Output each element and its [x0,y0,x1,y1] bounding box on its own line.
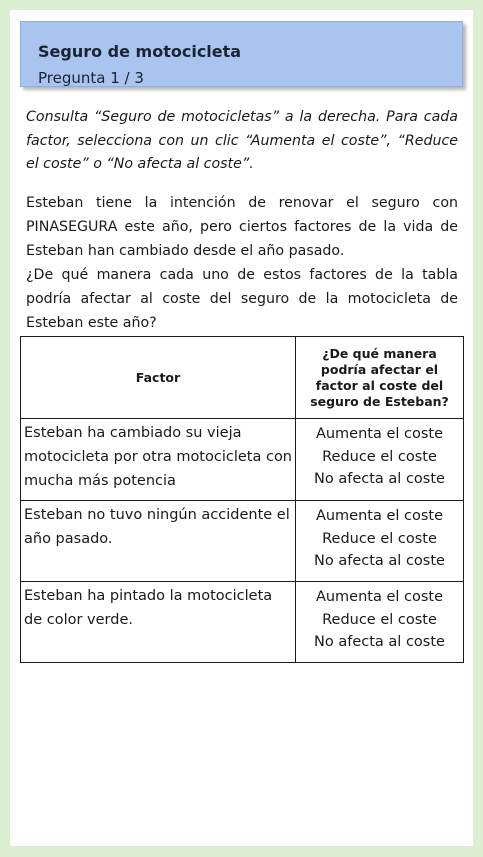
table-row [21,582,464,663]
factors-table [20,336,464,663]
question-counter: Pregunta 1 / 3 [38,69,144,87]
option-increase[interactable]: Aumenta el coste [315,589,444,605]
instruction-text: Consulta “Seguro de motocicletas” a la derecha. Para cada factor, selecciona con un clic “Aumenta el coste”, “Reduce el coste” o “No afecta al coste”. [26,109,458,173]
option-reduce[interactable]: Reduce el coste [322,611,437,628]
option-no-effect[interactable]: No afecta al coste [314,553,445,569]
question-header [20,21,463,87]
unit-title: Seguro de motocicleta [38,42,242,61]
option-increase[interactable]: Aumenta el coste [315,508,444,524]
options-cell [296,582,464,663]
header-factor: Factor [21,337,296,419]
header-effect: ¿De qué manera podría afectar el factor al coste del seguro de Esteban? [296,337,464,419]
factor-cell: Esteban no tuvo ningún accidente el año pasado. [21,501,296,582]
factor-cell: Esteban ha cambiado su vieja motocicleta por otra motocicleta con mucha más potencia [21,419,296,501]
factor-cell: Esteban ha pintado la motocicleta de color verde. [21,582,296,663]
option-no-effect[interactable]: No afecta al coste [314,471,445,487]
options-cell [296,419,464,501]
option-increase[interactable]: Aumenta el coste [315,426,444,442]
table-header-row [21,337,464,419]
question-paragraph-1: Esteban tiene la intención de renovar el seguro con PINASEGURA este año, pero ciertos factores de la vida de Esteban han cambiado desde el año pasado. [26,195,458,259]
content-panel [10,10,473,846]
option-no-effect[interactable]: No afecta al coste [314,634,445,650]
question-paragraph-2: ¿De qué manera cada uno de estos factores de la tabla podría afectar al coste del seguro de la motocicleta de Esteban este año? [26,267,458,331]
question-stem [26,191,458,335]
option-reduce[interactable]: Reduce el coste [322,448,437,465]
option-reduce[interactable]: Reduce el coste [322,530,437,547]
table-row [21,501,464,582]
options-cell [296,501,464,582]
table-row [21,419,464,501]
